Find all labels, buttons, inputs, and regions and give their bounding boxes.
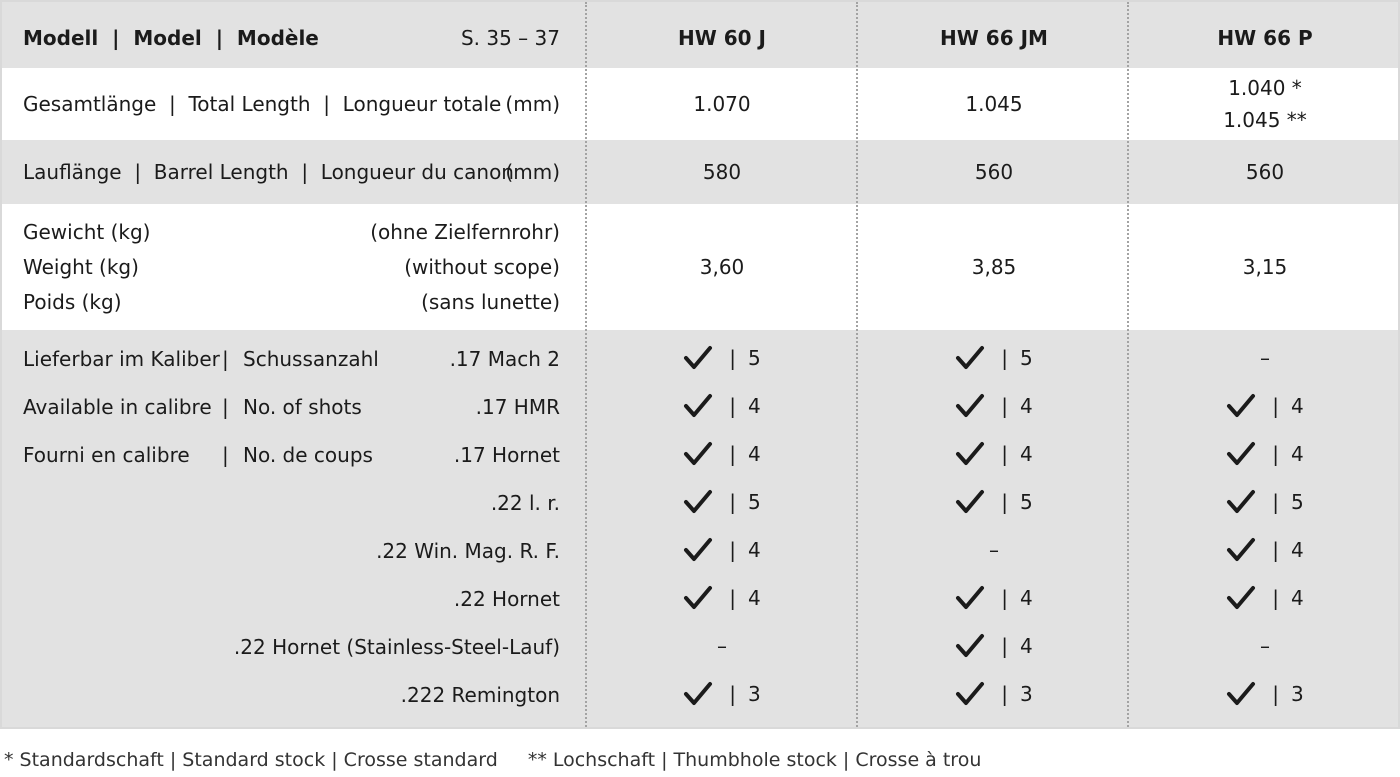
model-name: HW 60 J — [678, 26, 766, 50]
shot-count: 4 — [1291, 394, 1304, 418]
label-separator: | — [222, 347, 229, 371]
barrel-length-unit: (mm) — [505, 160, 560, 184]
weight-label: Gewicht (kg) — [23, 220, 151, 244]
calibre-label: Available in calibre — [23, 395, 212, 419]
calibre-availability — [1130, 580, 1400, 616]
calibre-availability — [859, 484, 1129, 520]
checkmark-icon — [1226, 487, 1256, 517]
value-separator: | — [1001, 394, 1008, 418]
shot-count: 5 — [1020, 346, 1033, 370]
not-available-dash: – — [1260, 634, 1270, 658]
calibre-label: Lieferbar im Kaliber — [23, 347, 220, 371]
calibre-availability — [859, 580, 1129, 616]
calibre-name: .17 HMR — [475, 395, 560, 419]
checkmark-icon — [955, 343, 985, 373]
checkmark-icon — [683, 583, 713, 613]
value-separator: | — [729, 682, 736, 706]
shot-count: 5 — [1020, 490, 1033, 514]
calibre-availability — [587, 676, 857, 712]
checkmark-icon — [955, 391, 985, 421]
shot-count: 4 — [1291, 442, 1304, 466]
barrel-length-value: 560 — [974, 160, 1014, 184]
shot-count: 4 — [1291, 538, 1304, 562]
checkmark-icon — [1226, 583, 1256, 613]
checkmark-icon — [1226, 391, 1256, 421]
shot-count: 4 — [1020, 586, 1033, 610]
shot-count: 4 — [748, 442, 761, 466]
model-name: HW 66 P — [1217, 26, 1313, 50]
shot-count: 5 — [1291, 490, 1304, 514]
calibre-name: .222 Remington — [400, 683, 560, 707]
shot-count: 4 — [1020, 442, 1033, 466]
calibre-availability — [859, 340, 1129, 376]
value-separator: | — [1001, 442, 1008, 466]
calibre-availability — [587, 436, 857, 472]
calibre-name: .22 l. r. — [490, 491, 560, 515]
calibre-availability — [587, 484, 857, 520]
calibre-availability — [859, 388, 1129, 424]
calibre-availability — [1130, 484, 1400, 520]
weight-note: (without scope) — [404, 255, 560, 279]
checkmark-icon — [955, 679, 985, 709]
footnote-thumbhole-stock: ** Lochschaft | Thumbhole stock | Crosse à trou — [527, 749, 982, 771]
calibre-availability — [1130, 388, 1400, 424]
shot-count: 4 — [748, 538, 761, 562]
shot-count: 3 — [1020, 682, 1033, 706]
calibre-name: .22 Hornet — [453, 587, 560, 611]
calibre-availability — [859, 532, 1129, 568]
shots-label: No. of shots — [243, 395, 362, 419]
weight-value: 3,15 — [1242, 255, 1288, 279]
total-length-value: 1.045 — [965, 92, 1023, 116]
not-available-dash: – — [989, 538, 999, 562]
total-length-label: Gesamtlänge | Total Length | Longueur totale — [23, 92, 502, 116]
value-separator: | — [1272, 394, 1279, 418]
calibre-availability — [587, 340, 857, 376]
calibre-availability — [587, 580, 857, 616]
value-separator: | — [1272, 682, 1279, 706]
barrel-length-value: 580 — [702, 160, 742, 184]
calibre-availability — [1130, 628, 1400, 664]
value-separator: | — [729, 538, 736, 562]
label-separator: | — [222, 395, 229, 419]
page-reference: S. 35 – 37 — [460, 26, 560, 50]
weight-note: (sans lunette) — [421, 290, 560, 314]
calibre-name: .22 Hornet (Stainless-Steel-Lauf) — [233, 635, 560, 659]
calibre-availability — [1130, 532, 1400, 568]
total-length-value: 1.045 ** — [1223, 108, 1307, 132]
value-separator: | — [1001, 682, 1008, 706]
checkmark-icon — [683, 679, 713, 709]
calibre-availability — [1130, 436, 1400, 472]
calibre-availability — [1130, 340, 1400, 376]
calibre-availability — [587, 628, 857, 664]
weight-label: Weight (kg) — [23, 255, 139, 279]
checkmark-icon — [1226, 535, 1256, 565]
checkmark-icon — [683, 535, 713, 565]
calibre-availability — [859, 436, 1129, 472]
value-separator: | — [1272, 490, 1279, 514]
shots-label: Schussanzahl — [243, 347, 379, 371]
checkmark-icon — [955, 631, 985, 661]
calibre-name: .22 Win. Mag. R. F. — [376, 539, 560, 563]
weight-label: Poids (kg) — [23, 290, 122, 314]
value-separator: | — [1001, 586, 1008, 610]
value-separator: | — [1272, 442, 1279, 466]
checkmark-icon — [683, 343, 713, 373]
value-separator: | — [1272, 538, 1279, 562]
shot-count: 4 — [748, 586, 761, 610]
checkmark-icon — [1226, 679, 1256, 709]
weight-note: (ohne Zielfernrohr) — [370, 220, 560, 244]
shot-count: 4 — [1020, 634, 1033, 658]
weight-value: 3,60 — [699, 255, 745, 279]
shot-count: 3 — [1291, 682, 1304, 706]
shot-count: 4 — [1020, 394, 1033, 418]
calibre-availability — [859, 628, 1129, 664]
calibre-label: Fourni en calibre — [23, 443, 190, 467]
shots-label: No. de coups — [243, 443, 373, 467]
value-separator: | — [729, 442, 736, 466]
label-separator: | — [222, 443, 229, 467]
value-separator: | — [1001, 634, 1008, 658]
shot-count: 5 — [748, 490, 761, 514]
model-name: HW 66 JM — [940, 26, 1048, 50]
checkmark-icon — [1226, 439, 1256, 469]
value-separator: | — [729, 490, 736, 514]
shot-count: 5 — [748, 346, 761, 370]
value-separator: | — [729, 586, 736, 610]
not-available-dash: – — [1260, 346, 1270, 370]
value-separator: | — [1001, 346, 1008, 370]
total-length-value: 1.070 — [693, 92, 751, 116]
value-separator: | — [1001, 490, 1008, 514]
shot-count: 4 — [748, 394, 761, 418]
value-separator: | — [729, 346, 736, 370]
not-available-dash: – — [717, 634, 727, 658]
model-label: Modell | Model | Modèle — [23, 26, 319, 50]
checkmark-icon — [955, 487, 985, 517]
footnotes — [4, 749, 1005, 771]
checkmark-icon — [683, 487, 713, 517]
footnote-standard-stock: * Standardschaft | Standard stock | Crosse standard — [4, 749, 498, 771]
barrel-length-value: 560 — [1245, 160, 1285, 184]
checkmark-icon — [955, 439, 985, 469]
shot-count: 4 — [1291, 586, 1304, 610]
weight-value: 3,85 — [971, 255, 1017, 279]
calibre-availability — [859, 676, 1129, 712]
value-separator: | — [1272, 586, 1279, 610]
calibre-availability — [587, 388, 857, 424]
barrel-length-label: Lauflänge | Barrel Length | Longueur du canon — [23, 160, 514, 184]
total-length-value: 1.040 * — [1228, 76, 1302, 100]
shot-count: 3 — [748, 682, 761, 706]
calibre-name: .17 Hornet — [453, 443, 560, 467]
value-separator: | — [729, 394, 736, 418]
checkmark-icon — [955, 583, 985, 613]
calibre-availability — [1130, 676, 1400, 712]
calibre-name: .17 Mach 2 — [449, 347, 560, 371]
total-length-unit: (mm) — [505, 92, 560, 116]
checkmark-icon — [683, 439, 713, 469]
checkmark-icon — [683, 391, 713, 421]
calibre-availability — [587, 532, 857, 568]
